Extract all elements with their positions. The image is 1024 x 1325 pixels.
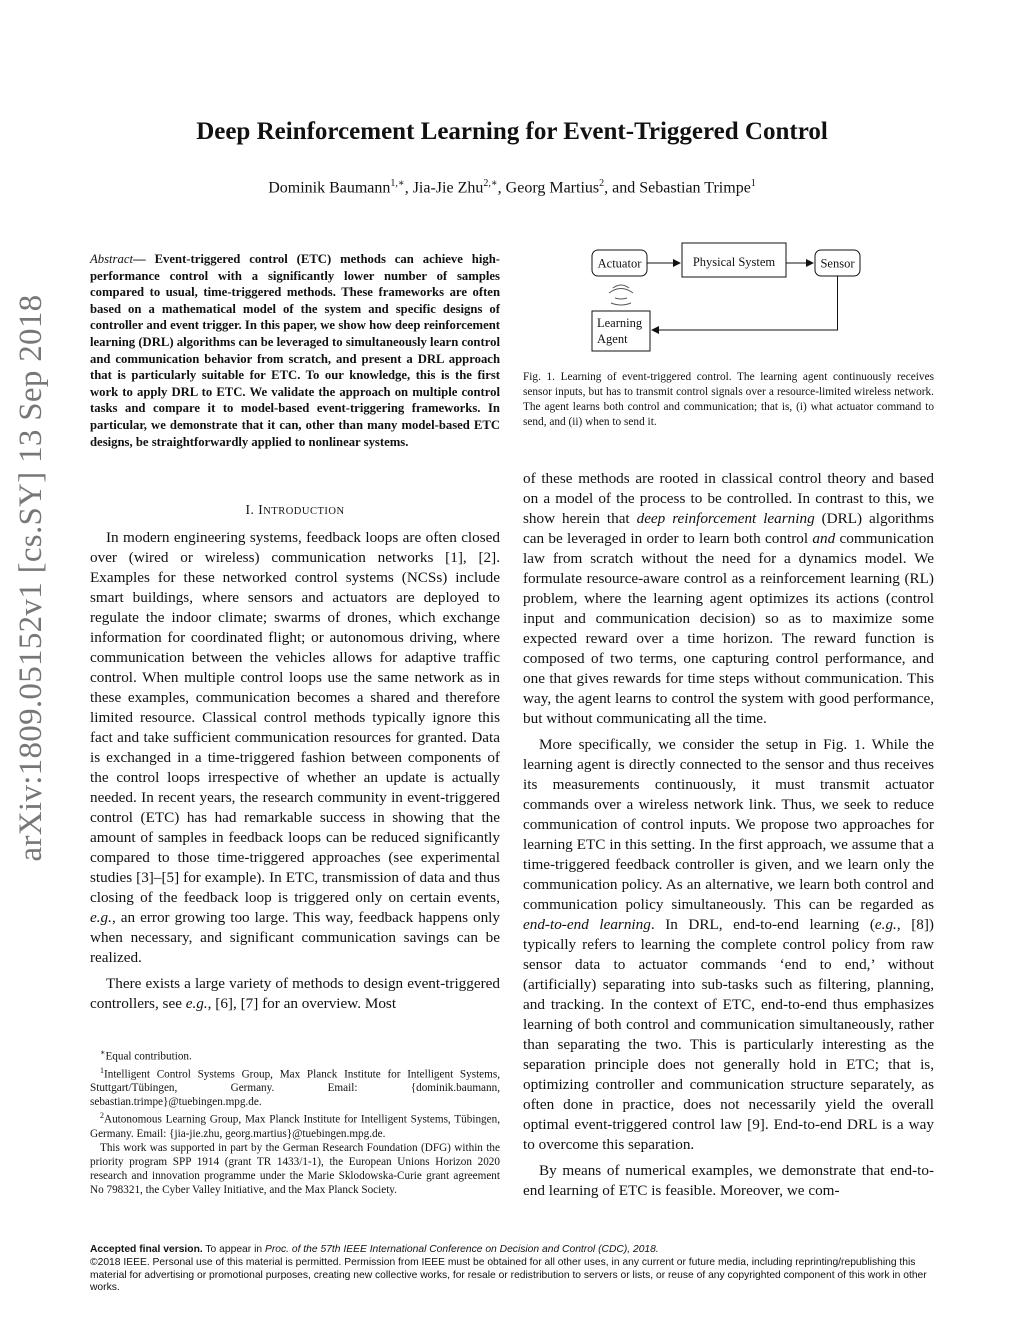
paragraph	[90, 974, 500, 1014]
wireless-icon	[609, 285, 633, 305]
venue-name: Proc. of the 57th IEEE International Conference on Decision and Control (CDC), 2018.	[264, 1244, 659, 1255]
author-name: Dominik Baumann	[268, 179, 391, 197]
author-affiliation-mark: 1,∗	[390, 178, 405, 189]
text-run-italic: and	[812, 530, 836, 547]
text-run: More specifically, we consider the setup in Fig. 1. While the learning agent is directly connected to the sensor and thus receives its measurements continuously, it must transmit actuator commands over a wireless network link. Thus, we seek to reduce communication of control inputs. We propose two approaches for learning ETC in this setting. In the first approach, we assume that a time-triggered feedback controller is given, and we learn only the communication policy. As an alternative, we learn both control and communication policy simultaneously. This can be regarded as	[523, 736, 934, 913]
text-run-italic: e.g.	[185, 995, 208, 1012]
author-name: Sebastian Trimpe	[639, 179, 751, 197]
text-run-italic: deep reinforcement learning	[636, 510, 815, 527]
footnote	[90, 1141, 500, 1197]
text-run: of these methods are rooted in classical control theory and based on a model of the process to be controlled. In contrast to this, we show herein that	[523, 470, 934, 527]
author-list	[0, 178, 1024, 197]
text-run: . In DRL, end-to-end learning (	[650, 916, 875, 933]
edge-sensor-to-agent	[652, 276, 838, 330]
author-affiliation-mark: 2,∗	[483, 178, 498, 189]
footnote-mark: 1	[100, 1065, 104, 1075]
footnote	[90, 1046, 500, 1064]
paragraph: By means of numerical examples, we demonstrate that end-to-end learning of ETC is feasible. Moreover, we com-	[523, 1162, 934, 1199]
author-affiliation-mark: 1	[750, 178, 756, 189]
right-column-body	[523, 469, 934, 1201]
section-title-smallcaps: NTRODUCTION	[263, 506, 345, 517]
learning-agent-label-line2: Agent	[597, 332, 628, 346]
footnote-text: Equal contribution.	[105, 1050, 192, 1063]
learning-agent-label-line1: Learning	[597, 316, 643, 330]
physical-system-label: Physical System	[692, 255, 776, 269]
footnote-mark: ∗	[100, 1048, 106, 1057]
abstract-text: — Event-triggered control (ETC) methods can achieve high-performance control with a significantly lower number of samples compared to usual, time-triggered methods. These frameworks are often based on a mathematical model of the system and specific designs of controller and event trigger. In this paper, we show how deep reinforcement learning (DRL) algorithms can be leveraged to simultaneously learn control and communication behavior from scratch, and present a DRL approach that is particularly suitable for ETC. To our knowledge, this is the first work to apply DRL to ETC. We validate the approach on multiple control tasks and compare it to model-based event-triggering frameworks. In particular, we demonstrate that it can, other than many model-based ETC designs, be straightforwardly applied to nonlinear systems.	[90, 252, 500, 449]
acceptance-label: Accepted final version.	[90, 1244, 203, 1255]
footnote	[90, 1109, 500, 1141]
control-loop-diagram	[585, 238, 875, 358]
footnotes	[90, 1046, 500, 1197]
text-run-italic: e.g.	[874, 916, 897, 933]
abstract	[90, 251, 500, 450]
author-name: Jia-Jie Zhu	[412, 179, 484, 197]
paragraph	[523, 469, 934, 729]
section-number: I.	[245, 502, 259, 517]
section-heading	[90, 502, 500, 518]
left-column-body	[90, 528, 500, 1014]
text-run: communication law from scratch without the need for a dynamics model. We formulate resource-aware control as a reinforcement learning (RL) problem, where the learning agent optimizes its actions (control input and communication decision) so as to maximize some expected reward over a time horizon. The reward function is composed of two terms, one capturing control performance, and one that gives rewards for time steps without communication. This way, the agent learns to control the system with good performance, but without communicating all the time.	[523, 530, 934, 727]
text-run: , [6], [7] for an overview. Most	[207, 995, 397, 1012]
arxiv-stamp: arXiv:1809.05152v1 [cs.SY] 13 Sep 2018	[13, 294, 49, 862]
text-run-italic: e.g.	[90, 909, 112, 926]
text-run-italic: end-to-end learning	[523, 916, 651, 933]
text-run: To appear in	[202, 1244, 265, 1255]
paper-title: Deep Reinforcement Learning for Event-Triggered Control	[196, 118, 828, 145]
text-run: , an error growing too large. This way, feedback happens only when necessary, and significant communication savings can be realized.	[90, 909, 500, 966]
footnote-mark: 2	[100, 1111, 104, 1121]
text-run: (DRL) algorithms can be leveraged in order to learn both control	[523, 510, 934, 547]
abstract-label: Abstract	[90, 252, 133, 266]
footnote-text: This work was supported in part by the German Research Foundation (DFG) within the priority program SPP 1914 (grant TR 1433/1-1), the European Unions Horizon 2020 research and innovation programme under the Marie Sklodowska-Curie grant agreement No 798321, the Cyber Valley Initiative, and the Max Planck Society.	[90, 1142, 500, 1197]
figure-caption: Fig. 1. Learning of event-triggered control. The learning agent continuously receives sensor inputs, but has to transmit control signals over a resource-limited wireless network. The agent learns both control and communication; that is, (i) what actuator command to send, and (ii) when to send it.	[523, 371, 934, 428]
text-run: , [8]) typically refers to learning the complete control policy from raw sensor data to actuator commands ‘end to end,’ without (artificially) separating into sub-tasks such as filtering, planning, and tracking. In the context of ETC, end-to-end thus emphasizes learning of both control and communication simultaneously, rather than separating the two. This is particularly interesting as the separation principle does not generally hold in ETC; that is, optimizing controller and communication structure separately, as often done in practice, does not necessarily yield the overall optimal event-triggered control law [9]. End-to-end DRL is a way to overcome this separation.	[523, 916, 934, 1153]
footnote	[90, 1064, 500, 1110]
author-separator: , and	[604, 179, 640, 197]
paragraph	[523, 735, 934, 1155]
paragraph	[90, 528, 500, 968]
author-separator: ,	[404, 179, 413, 197]
text-run: In modern engineering systems, feedback loops are often closed over (wired or wireless) communication networks [1], [2]. Examples for these networked control systems (NCSs) include smart buildings, where sensors and actuators are deployed to regulate the indoor climate; swarms of drones, which exchange information for coordinated flight; or autonomous driving, where communication between the vehicles allows for adaptive traffic control. When multiple control loops use the same network as in these examples, communication becomes a shared and therefore limited resource. Classical control methods typically ignore this fact and take sufficient communication resources for granted. Data is exchanged in a time-triggered fashion between components of the control loops irrespective of whether an update is actually needed. In recent years, the research community in event-triggered control (ETC) has had remarkable success in showing that the amount of samples in feedback loops can be reduced significantly compared to those time-triggered approaches (see experimental studies [3]–[5] for example). In ETC, transmission of data and thus closing of the feedback loop is triggered only on certain events,	[90, 529, 500, 906]
copyright-notice: ©2018 IEEE. Personal use of this material is permitted. Permission from IEEE must be obtained for all other uses, in any current or future media, including reprinting/republishing this material for advertising or promotional purposes, creating new collective works, for resale or redistribution to servers or lists, or reuse of any copyrighted component of this work in other works.	[90, 1256, 927, 1294]
text-run: There exists a large variety of methods to design event-triggered controllers, see	[90, 975, 500, 1012]
author-name: Georg Martius	[505, 179, 600, 197]
acceptance-line	[90, 1244, 940, 1257]
figure-1-diagram	[585, 238, 875, 358]
author-separator: ,	[497, 179, 506, 197]
author-affiliation-mark: 2	[599, 178, 605, 189]
actuator-label: Actuator	[597, 256, 642, 271]
section-title-initial: I	[258, 502, 264, 517]
sensor-label: Sensor	[820, 256, 855, 271]
publication-notice	[90, 1244, 940, 1295]
footnote-text: Intelligent Control Systems Group, Max Planck Institute for Intelligent Systems, Stuttgart/Tübingen, Germany. Email: {dominik.baumann, sebastian.trimpe}@tuebingen.mpg.de.	[90, 1068, 500, 1109]
footnote-text: Autonomous Learning Group, Max Planck Institute for Intelligent Systems, Tübingen, Germany. Email: {jia-jie.zhu, georg.martius}@tuebingen.mpg.de.	[90, 1114, 500, 1141]
